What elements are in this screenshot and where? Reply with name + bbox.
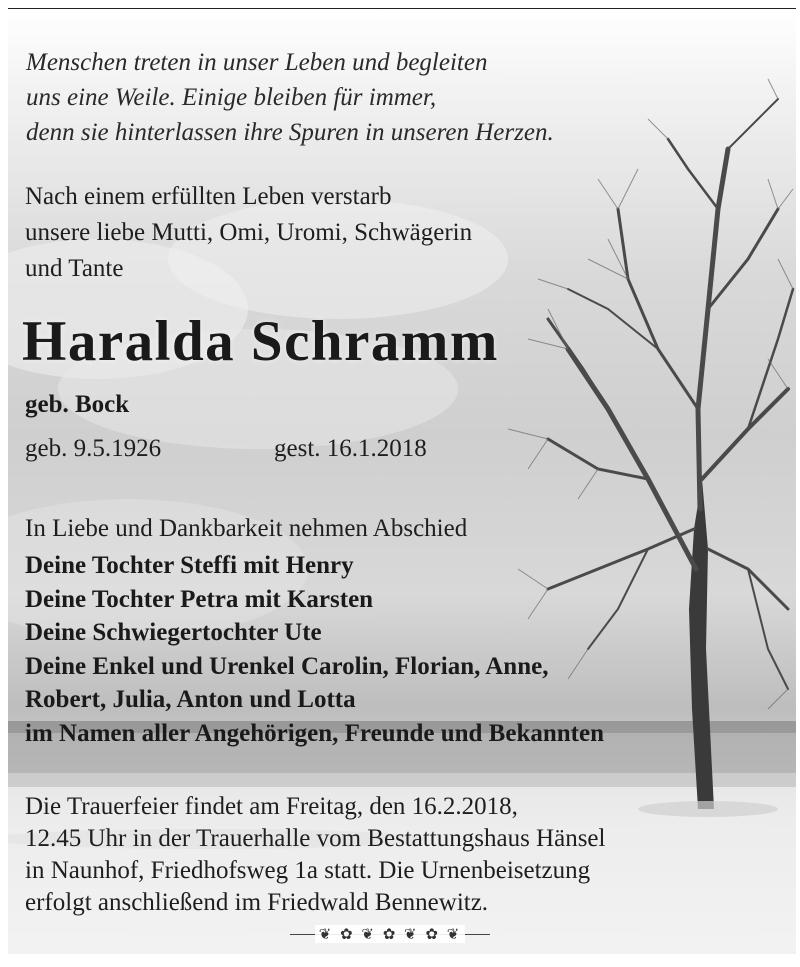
floral-ornament-icon: ❦ ✿ ❦ ✿ ❦ ✿ ❦ (290, 924, 490, 944)
mourner-line: Deine Schwiegertochter Ute (25, 619, 322, 646)
death-date: gest. 16.1.2018 (274, 435, 427, 462)
mourner-line: Deine Tochter Petra mit Karsten (25, 585, 374, 613)
deceased-name: Haralda Schramm (22, 310, 499, 373)
notice-text (8, 9, 796, 954)
birth-date: geb. 9.5.1926 (25, 435, 162, 462)
mourner-line: Deine Enkel und Urenkel Carolin, Florian, Anne, (25, 652, 549, 680)
mourner-line: im Namen aller Angehörigen, Freunde und Bekannten (25, 719, 604, 747)
maiden-name: geb. Bock (25, 391, 130, 418)
intro-text: Nach einem erfüllten Leben verstarb unsere liebe Mutti, Omi, Uromi, Schwägerin und Tante (25, 183, 473, 282)
farewell-intro: In Liebe und Dankbarkeit nehmen Abschied (25, 515, 468, 542)
obituary-notice (8, 8, 796, 954)
mourner-line: Deine Tochter Steffi mit Henry (25, 552, 354, 579)
ceremony-details: Die Trauerfeier findet am Freitag, den 16.2.2018, 12.45 Uhr in der Trauerhalle vom Bestattungshaus Hänsel in Naunhof, Friedhofsweg 1a statt. Die Urnenbeisetzung erfolgt anschließend im Friedwald Bennewitz. (25, 793, 606, 916)
mourners-list (25, 549, 604, 750)
mourner-line: Robert, Julia, Anton und Lotta (25, 686, 356, 713)
motto-verse: Menschen treten in unser Leben und begleiten uns eine Weile. Einige bleiben für immer, denn sie hinterlassen ihre Spuren in unseren Herzen. (26, 49, 554, 146)
